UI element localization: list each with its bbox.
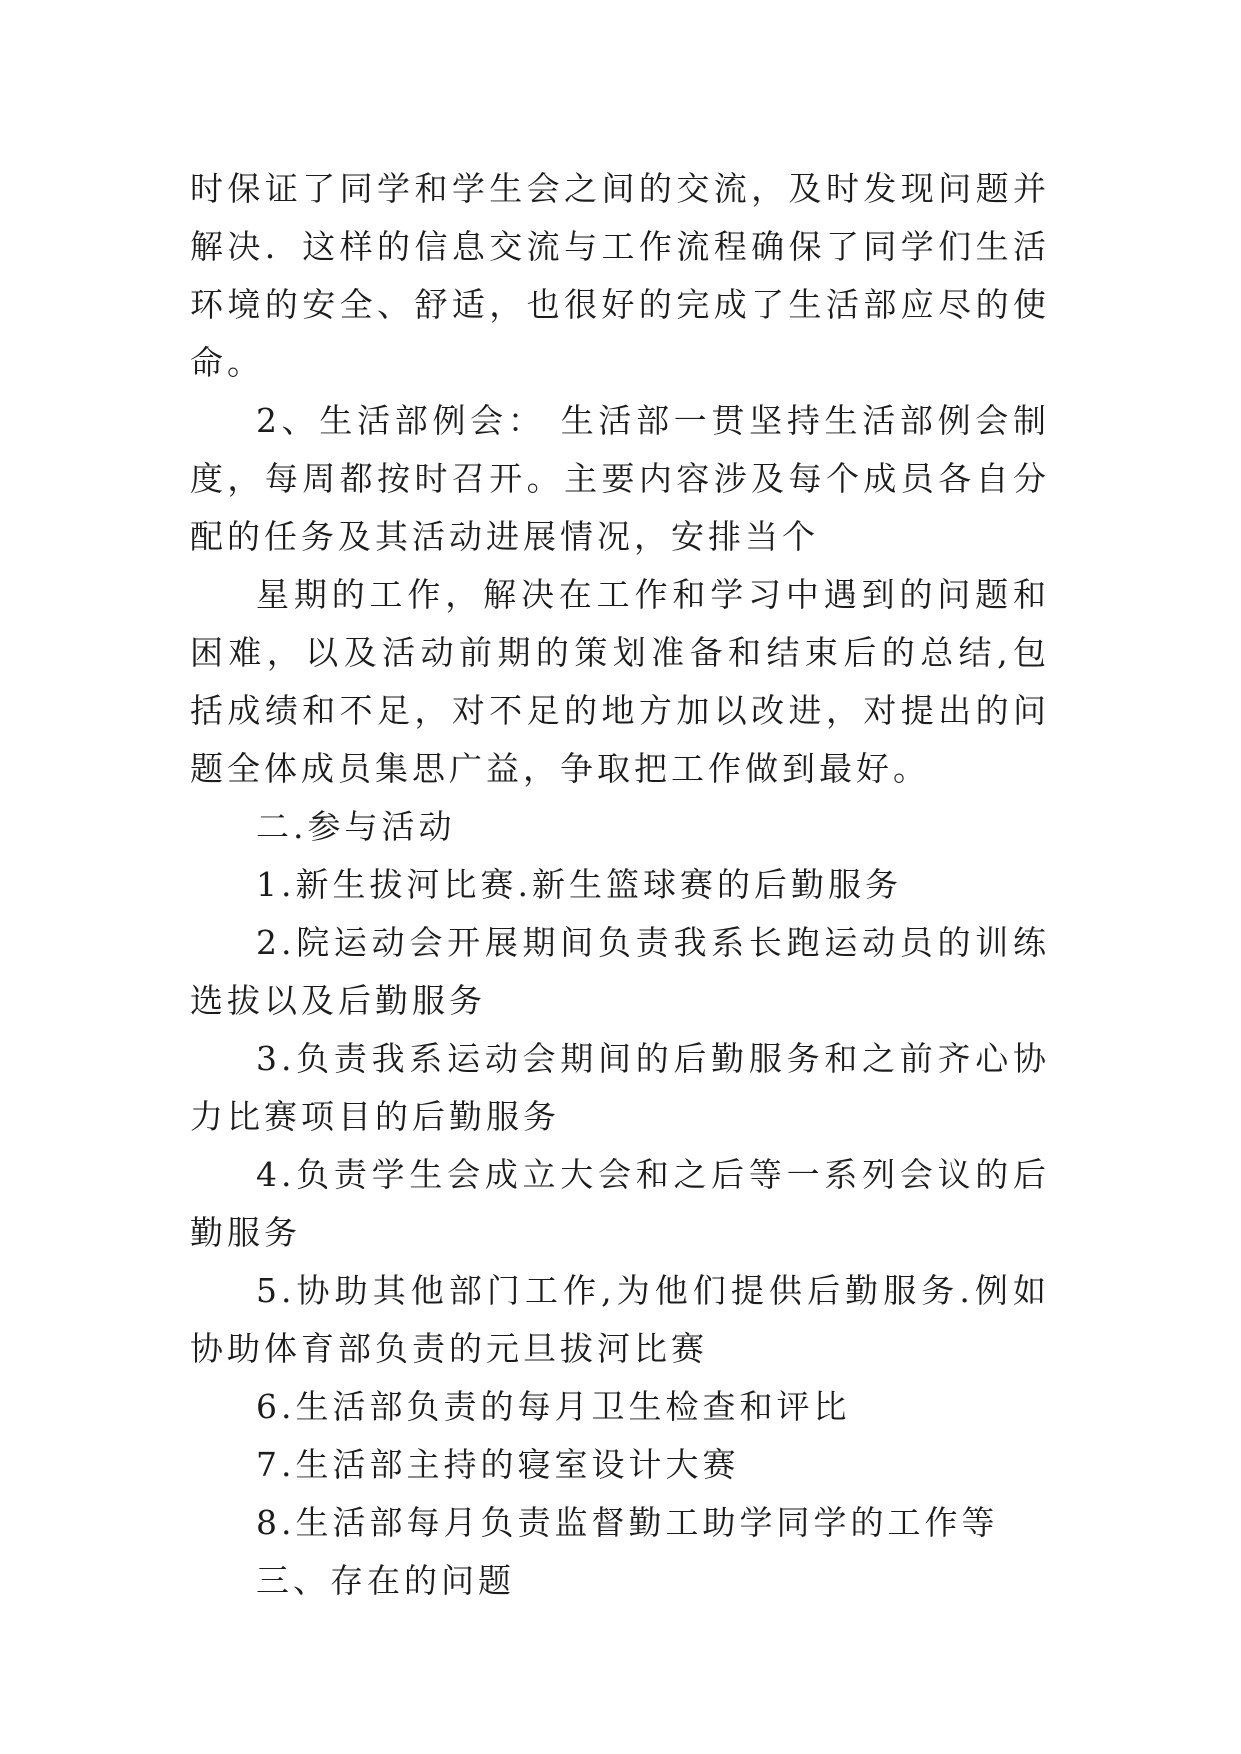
- list-item-8: 8.生活部每月负责监督勤工助学同学的工作等: [256, 1503, 999, 1542]
- section-heading-problems: 三、存在的问题: [256, 1561, 515, 1600]
- list-item-1: 1.新生拔河比赛.新生篮球赛的后勤服务: [256, 865, 902, 904]
- list-item-7: 7.生活部主持的寝室设计大赛: [256, 1445, 740, 1484]
- list-item-4: 4.负责学生会成立大会和之后等一系列会议的后勤服务: [190, 1155, 1050, 1252]
- list-item-5: 5.协助其他部门工作,为他们提供后勤服务.例如协助体育部负责的元旦拔河比赛: [190, 1271, 1050, 1368]
- list-item-6: 6.生活部负责的每月卫生检查和评比: [256, 1387, 851, 1426]
- list-item-3: 3.负责我系运动会期间的后勤服务和之前齐心协力比赛项目的后勤服务: [190, 1039, 1050, 1136]
- paragraph-communication: 时保证了同学和学生会之间的交流，及时发现问题并解决．这样的信息交流与工作流程确保了同学们生活环境的安全、舒适，也很好的完成了生活部应尽的使命。: [190, 169, 1050, 382]
- section-heading-activities: 二.参与活动: [256, 807, 456, 846]
- paragraph-weekly-meeting: 2、生活部例会： 生活部一贯坚持生活部例会制度，每周都按时召开。主要内容涉及每个成员各自分配的任务及其活动进展情况，安排当个: [190, 401, 1050, 556]
- list-item-2: 2.院运动会开展期间负责我系长跑运动员的训练选拔以及后勤服务: [190, 923, 1050, 1020]
- document-body: [190, 160, 1050, 1610]
- paragraph-weekly-work: 星期的工作，解决在工作和学习中遇到的问题和困难，以及活动前期的策划准备和结束后的总结,包括成绩和不足，对不足的地方加以改进，对提出的问题全体成员集思广益，争取把工作做到最好。: [190, 575, 1050, 788]
